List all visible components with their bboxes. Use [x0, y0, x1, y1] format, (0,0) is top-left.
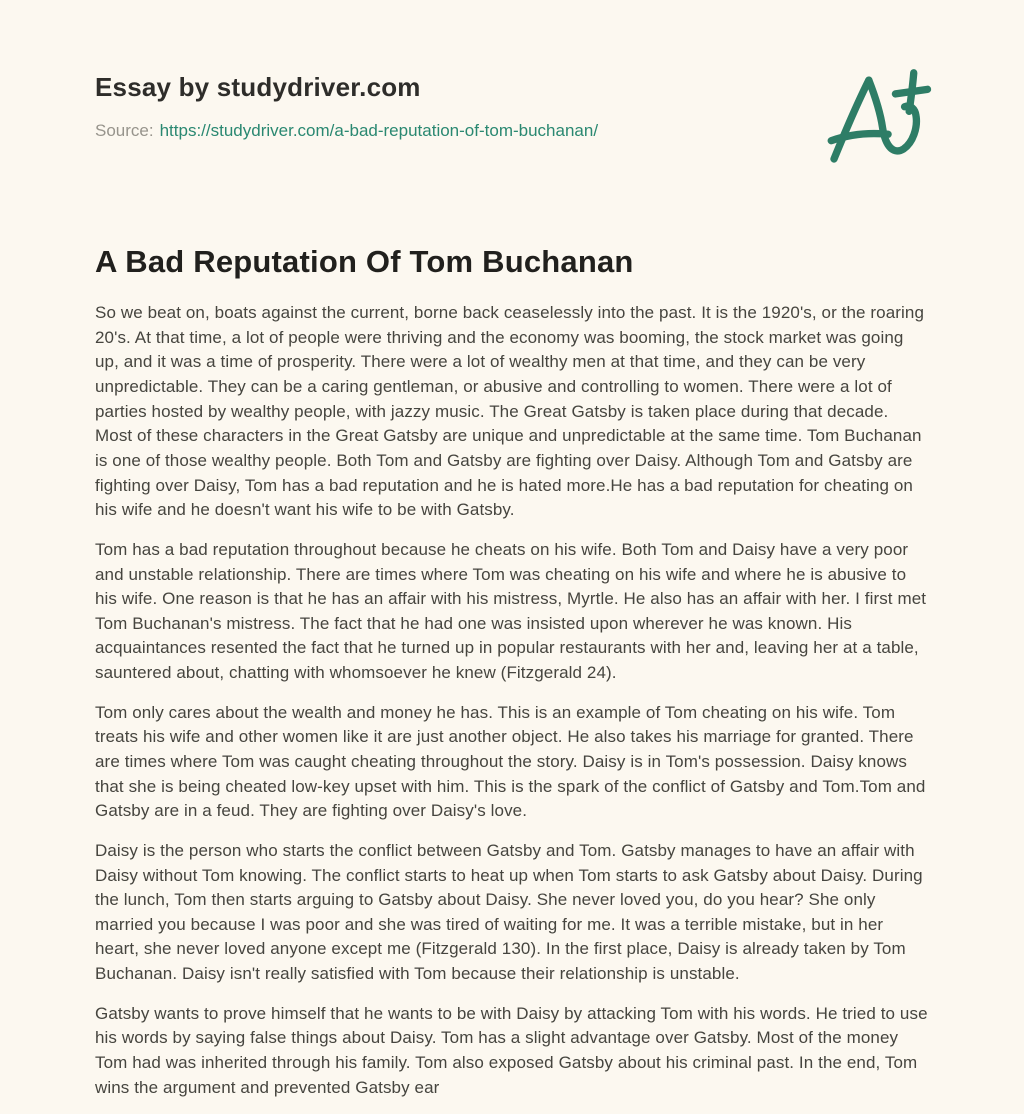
site-heading: Essay by studydriver.com: [95, 72, 421, 102]
essay-paragraph-1: So we beat on, boats against the current, borne back ceaselessly into the past. It is the 1920's, or the roaring 20's. At that time, a lot of people were thriving and the economy was booming, the stock market was going up, and it was a time of prosperity. There were a lot of wealthy men at that time, and they can be very unpredictable. They can be a caring gentleman, or abusive and controlling to women. There were a lot of parties hosted by wealthy people, with jazzy music. The Great Gatsby is taken place during that decade. Most of these characters in the Great Gatsby are unique and unpredictable at the same time. Tom Buchanan is one of those wealthy people. Both Tom and Gatsby are fighting over Daisy. Although Tom and Gatsby are fighting over Daisy, Tom has a bad reputation and he is hated more.He has a bad reputation for cheating on his wife and he doesn't want his wife to be with Gatsby.: [95, 303, 925, 520]
essay-content: [95, 244, 929, 1100]
source-label: Source:: [95, 121, 154, 140]
a-plus-logo-icon: [823, 60, 933, 170]
document-header: [95, 72, 929, 142]
essay-paragraph-2: Tom has a bad reputation throughout because he cheats on his wife. Both Tom and Daisy have a very poor and unstable relationship. There are times where Tom was cheating on his wife and where he is abusive to his wife. One reason is that he has an affair with his mistress, Myrtle. He also has an affair with her. I first met Tom Buchanan's mistress. The fact that he had one was insisted upon wherever he was known. His acquaintances resented the fact that he turned up in popular restaurants with her and, leaving her at a table, sauntered about, chatting with whomsoever he knew (Fitzgerald 24).: [95, 539, 927, 683]
essay-paragraph-4: Daisy is the person who starts the conflict between Gatsby and Tom. Gatsby manages to have an affair with Daisy without Tom knowing. The conflict starts to heat up when Tom starts to ask Gatsby about Daisy. During the lunch, Tom then starts arguing to Gatsby about Daisy. She never loved you, do you hear? She only married you because I was poor and she was tired of waiting for me. It was a terrible mistake, but in her heart, she never loved anyone except me (Fitzgerald 130). In the first place, Daisy is already taken by Tom Buchanan. Daisy isn't really satisfied with Tom because their relationship is unstable.: [95, 840, 923, 984]
essay-body: [95, 301, 929, 1100]
source-link[interactable]: https://studydriver.com/a-bad-reputation-of-tom-buchanan/: [159, 121, 599, 140]
essay-title: A Bad Reputation Of Tom Buchanan: [95, 244, 634, 280]
source-row: [95, 120, 929, 142]
essay-paragraph-3: Tom only cares about the wealth and money he has. This is an example of Tom cheating on his wife. Tom treats his wife and other women like it are just another object. He also takes his marriage for granted. There are times where Tom was caught cheating throughout the story. Daisy is in Tom's possession. Daisy knows that she is being cheated low-key upset with him. This is the spark of the conflict of Gatsby and Tom.Tom and Gatsby are in a feud. They are fighting over Daisy's love.: [95, 702, 926, 821]
essay-paragraph-5: Gatsby wants to prove himself that he wants to be with Daisy by attacking Tom with his words. He tried to use his words by saying false things about Daisy. Tom has a slight advantage over Gatsby. Most of the money Tom had was inherited through his family. Tom also exposed Gatsby about his criminal past. In the end, Tom wins the argument and prevented Gatsby ear: [95, 1003, 928, 1097]
